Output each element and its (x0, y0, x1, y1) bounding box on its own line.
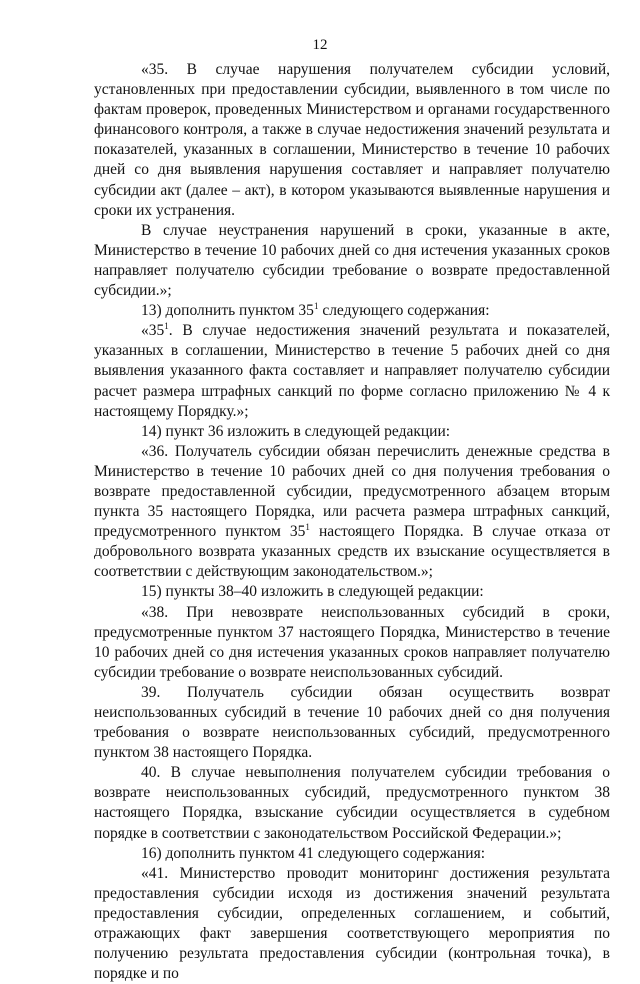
paragraph-35-1: «$35^1$. В случае недостижения значений результата и показателей, указанных в соглашении, Министерство в течение 5 рабочих дней со дня выявления указанного факта составляет и направляет получателю субсидии расчет размера штрафных санкций по форме согласно приложению № 4 к настоящему Порядку.»; (94, 321, 610, 420)
amendment-16-heading: 16) дополнить пунктом 41 следующего содержания: (141, 844, 486, 862)
amendment-15-heading: 15) пункты 38–40 изложить в следующей редакции: (141, 583, 484, 601)
paragraph-36: «36. Получатель субсидии обязан перечислить денежные средства в Министерство в течение 10 рабочих дней со дня получения требования о возврате предоставленной субсидии, предусмотренного абзацем вторым пункта 35 настоящего Порядка, или расчета размера штрафных санкций, предусмотренного пунктом $35^1$ настоящего Порядка. В случае отказа от добровольного возврата указанных средств их взыскание осуществляется в соответствии с действующим законодательством.»; (94, 442, 611, 581)
paragraph-40: 40. В случае невыполнения получателем субсидии требования о возврате неиспользованных субсидий, предусмотренного пунктом 38 настоящего Порядка, взыскание субсидии осуществляется в судебном порядке в соответствии с законодательством Российской Федерации.»; (94, 764, 610, 842)
paragraph-39: 39. Получатель субсидии обязан осуществить возврат неиспользованных субсидий в течение 10 рабочих дней со дня получения требования о возврате неиспользованных субсидий, предусмотренного пунктом 38 настоящего Порядка. (94, 683, 610, 762)
paragraph-35-second-clause: В случае неустранения нарушений в сроки, указанные в акте, Министерство в течение 10 рабочих дней со дня истечения указанных сроков направляет получателю субсидии требование о возврате предоставленной субсидии.»; (94, 221, 610, 300)
superscript-index: 1 (313, 300, 319, 311)
paragraph-38: «38. При невозврате неиспользованных субсидий в сроки, предусмотренные пунктом 37 настоящего Порядка, Министерство в течение 10 рабочих дней со дня истечения указанных сроков направляет получателю субсидии требование о возврате неиспользованных субсидий. (94, 603, 610, 681)
amendment-13-heading: 13) дополнить пунктом $35^1$ следующего содержания: (141, 300, 490, 320)
superscript-index: 1 (305, 522, 310, 532)
amendment-14-heading: 14) пункт 36 изложить в следующей редакции: (141, 422, 451, 440)
page-number: 12 (312, 37, 328, 53)
paragraph-35: «35. В случае нарушения получателем субсидии условий, установленных при предоставлении субсидии, выявленного в том числе по фактам проверок, проведенных Министерством и органами государственного финансового контроля, а также в случае недостижения значений результата и показателей, указанных в соглашении, Министерство в течение 10 рабочих дней со дня выявления нарушения составляет и направляет получателю субсидии акт (далее – акт), в котором указываются выявленные нарушения и сроки их устранения. (94, 61, 610, 219)
paragraph-41: «41. Министерство проводит мониторинг достижения результата предоставления субсидии исходя из достижения значений результата предоставления субсидии, определенных соглашением, и событий, отражающих факт завершения соответствующего мероприятия по получению результата предоставления субсидии (контрольная точка), в порядке и по (94, 864, 610, 983)
superscript-index: 1 (164, 321, 169, 332)
document-body (94, 60, 610, 984)
